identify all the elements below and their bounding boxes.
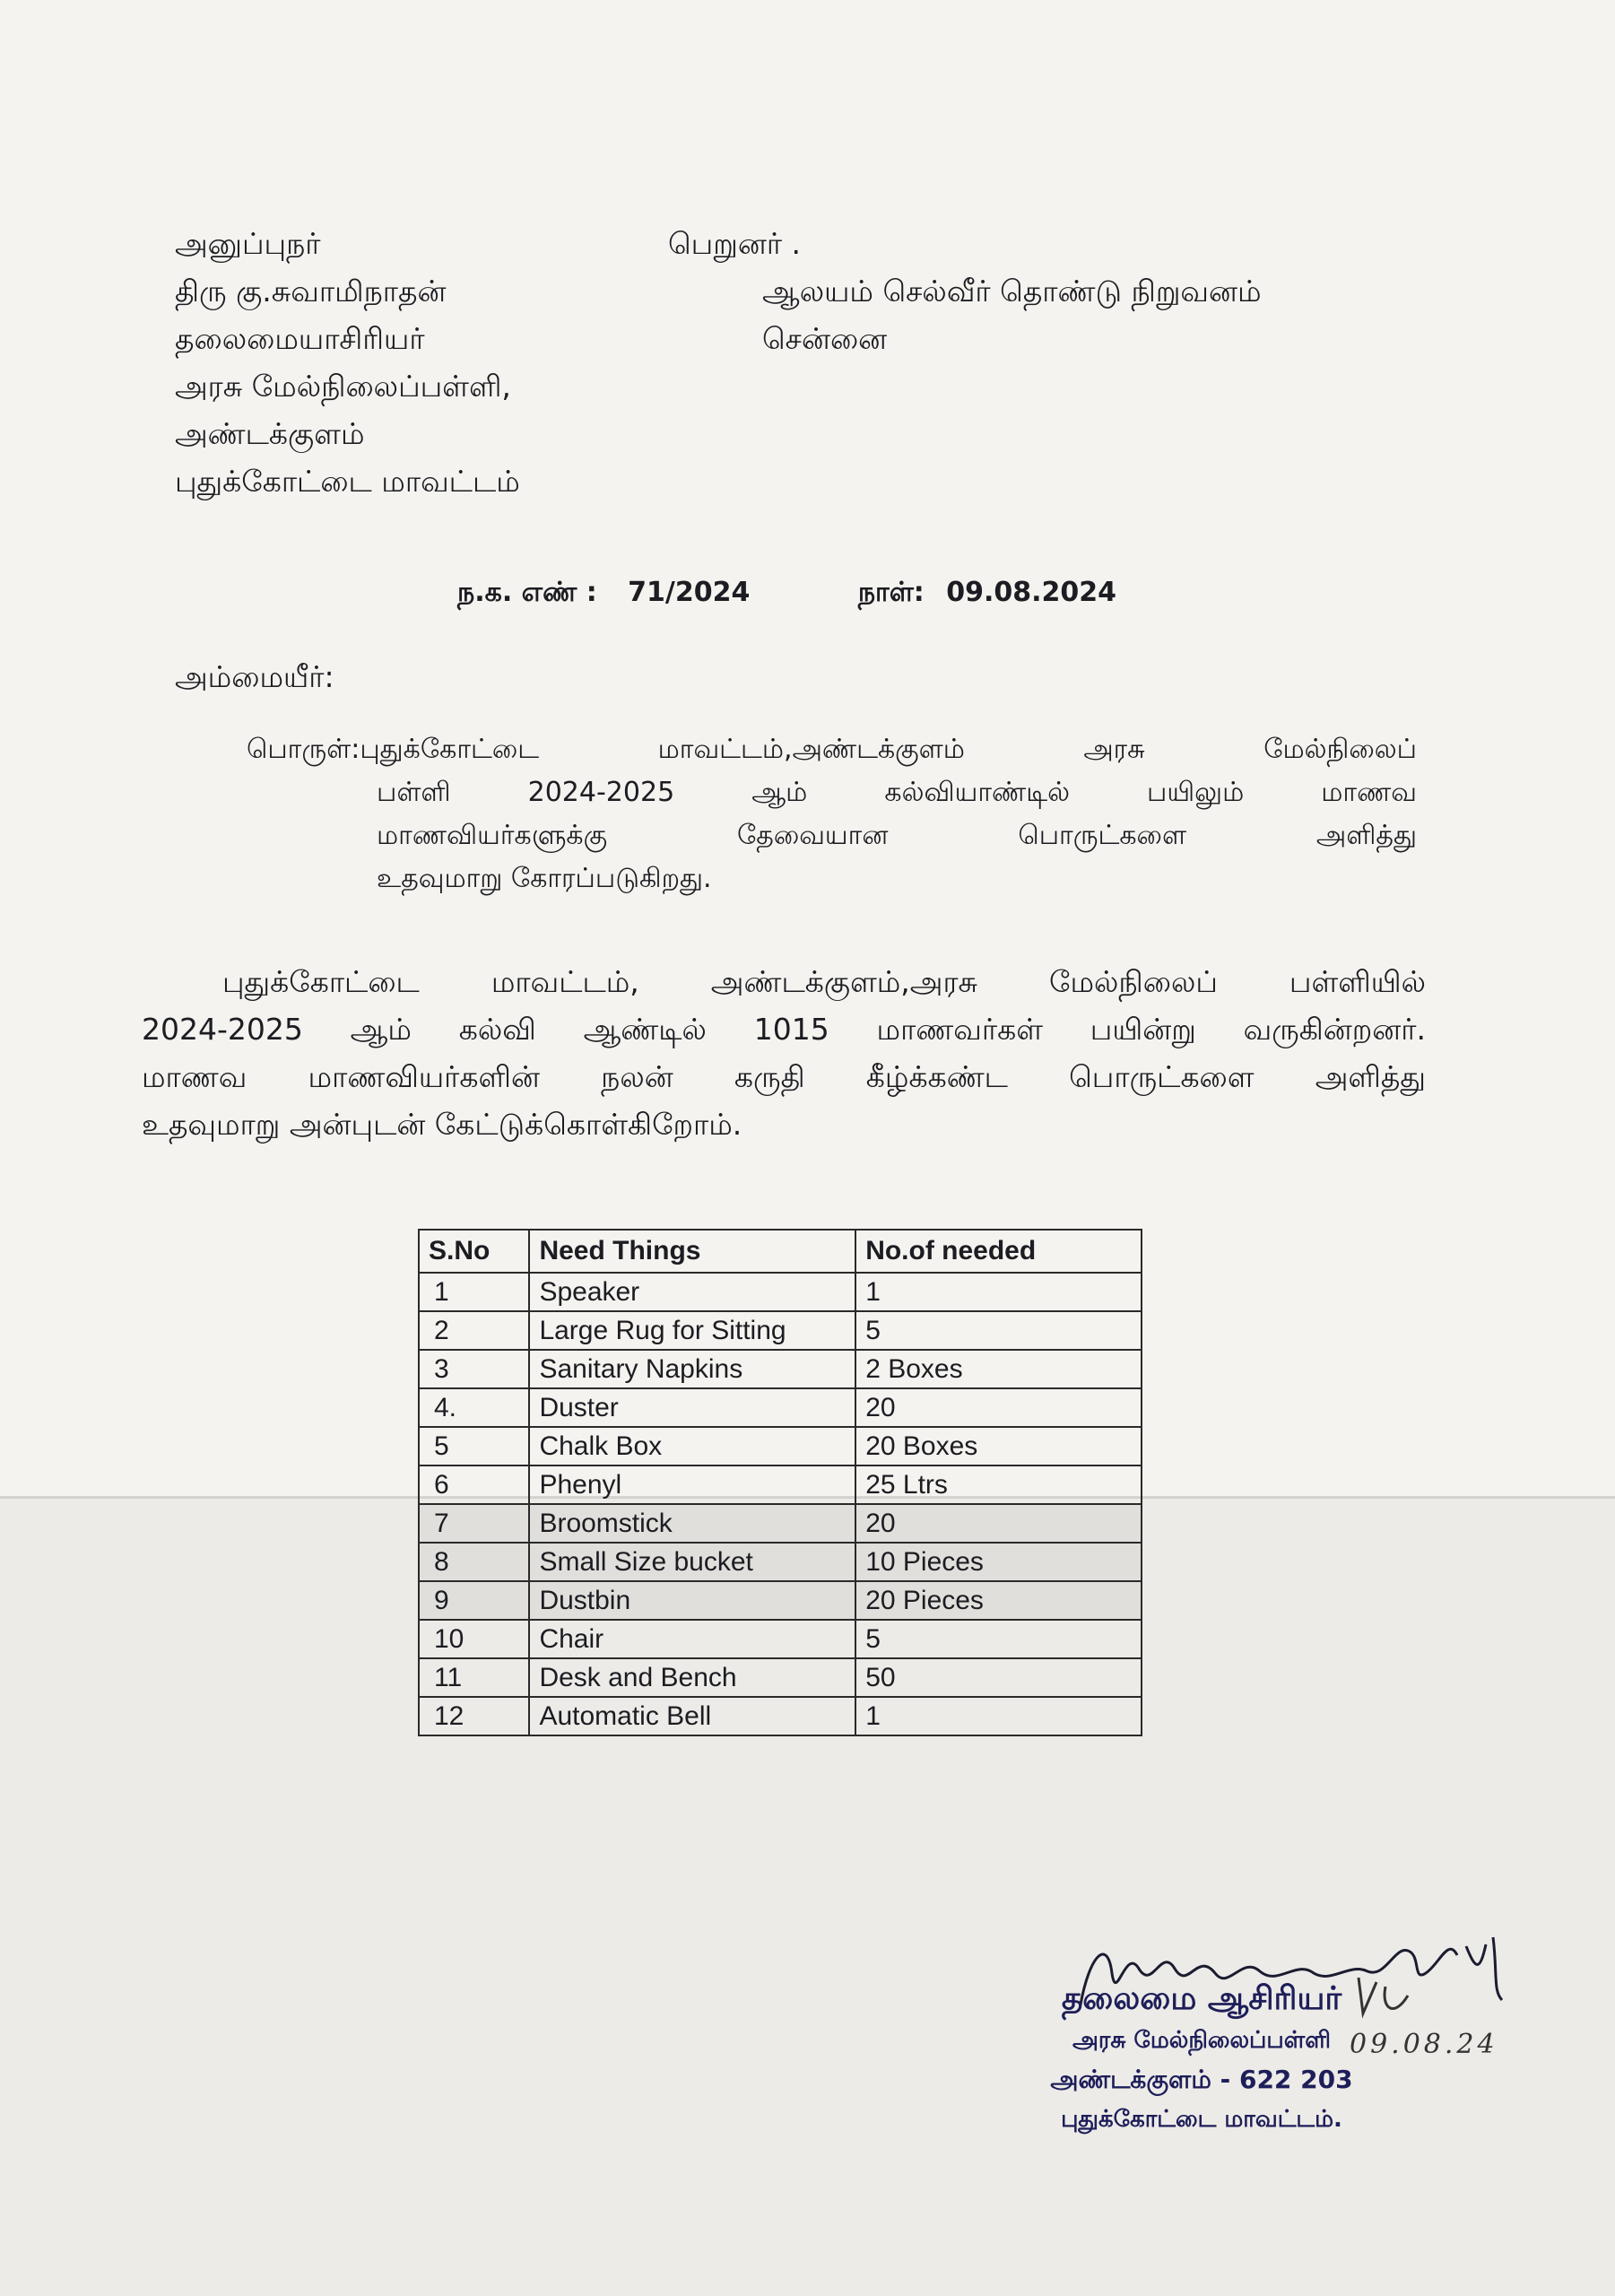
ref-number: 71/2024	[628, 577, 751, 608]
table-row	[419, 1311, 1142, 1350]
cell-need-thing: Chair	[529, 1620, 855, 1658]
cell-sno: 12	[419, 1697, 529, 1735]
table-row	[419, 1350, 1142, 1388]
cell-need-thing: Broomstick	[529, 1504, 855, 1543]
table-header-row	[419, 1230, 1142, 1273]
header-need-things: Need Things	[529, 1230, 855, 1273]
cell-sno: 4.	[419, 1388, 529, 1427]
handwritten-date: 09.08.24	[1350, 2029, 1498, 2060]
cell-no-needed: 5	[855, 1311, 1142, 1350]
cell-need-thing: Speaker	[529, 1273, 855, 1311]
table-row	[419, 1620, 1142, 1658]
cell-sno: 11	[419, 1658, 529, 1697]
date-label: நாள்:	[857, 577, 925, 608]
subject-line-4: உதவுமாறு கோரப்படுகிறது.	[377, 863, 712, 894]
cell-no-needed: 5	[855, 1620, 1142, 1658]
body-line-3: மாணவ மாணவியர்களின் நலன் கருதி கீழ்க்கண்ட பொருட்களை அளித்து	[142, 1059, 1426, 1094]
sender-label: அனுப்புநர்	[175, 226, 321, 261]
subject-line-2: பள்ளி 2024-2025 ஆம் கல்வியாண்டில் பயிலும் மாணவ	[377, 777, 1417, 808]
reference-line	[457, 577, 1116, 612]
header-sno: S.No	[419, 1230, 529, 1273]
table-row	[419, 1658, 1142, 1697]
stamp-district: புதுக்கோட்டை மாவட்டம்.	[1061, 2106, 1342, 2133]
cell-no-needed: 2 Boxes	[855, 1350, 1142, 1388]
cell-need-thing: Small Size bucket	[529, 1543, 855, 1581]
cell-no-needed: 20 Boxes	[855, 1427, 1142, 1465]
cell-sno: 8	[419, 1543, 529, 1581]
header-no-needed: No.of needed	[855, 1230, 1142, 1273]
cell-need-thing: Duster	[529, 1388, 855, 1427]
cell-need-thing: Sanitary Napkins	[529, 1350, 855, 1388]
cell-no-needed: 20 Pieces	[855, 1581, 1142, 1620]
sender-block	[175, 220, 520, 505]
sender-name: திரு கு.சுவாமிநாதன்	[175, 274, 447, 309]
cell-need-thing: Chalk Box	[529, 1427, 855, 1465]
subject-block	[247, 728, 1417, 900]
sender-designation: தலைமையாசிரியர்	[175, 321, 425, 356]
ref-label: ந.க. எண் :	[457, 577, 597, 608]
cell-no-needed: 20	[855, 1504, 1142, 1543]
cell-sno: 5	[419, 1427, 529, 1465]
cell-need-thing: Large Rug for Sitting	[529, 1311, 855, 1350]
date-value: 09.08.2024	[946, 577, 1117, 608]
body-paragraph	[142, 958, 1426, 1148]
receiver-label: பெறுனர் .	[668, 226, 802, 261]
cell-sno: 6	[419, 1465, 529, 1504]
salutation: அம்மையீர்:	[175, 659, 334, 694]
body-line-1: புதுக்கோட்டை மாவட்டம், அண்டக்குளம்,அரசு மேல்நிலைப் பள்ளியில்	[222, 964, 1426, 999]
table-row	[419, 1581, 1142, 1620]
table-row	[419, 1697, 1142, 1735]
official-stamp	[1013, 1978, 1390, 2139]
receiver-city: சென்னை	[762, 321, 888, 356]
cell-no-needed: 50	[855, 1658, 1142, 1697]
subject-line-3: மாணவியர்களுக்கு தேவையான பொருட்களை அளித்து	[377, 820, 1417, 851]
stamp-school: அரசு மேல்நிலைப்பள்ளி	[1072, 2027, 1331, 2054]
body-line-2: 2024-2025 ஆம் கல்வி ஆண்டில் 1015 மாணவர்கள் பயின்று வருகின்றனர்.	[142, 1012, 1426, 1047]
sender-school: அரசு மேல்நிலைப்பள்ளி,	[175, 369, 511, 404]
cell-no-needed: 25 Ltrs	[855, 1465, 1142, 1504]
body-line-4: உதவுமாறு அன்புடன் கேட்டுக்கொள்கிறோம்.	[142, 1107, 742, 1142]
cell-sno: 2	[419, 1311, 529, 1350]
needs-table	[418, 1229, 1142, 1736]
table-row	[419, 1465, 1142, 1504]
stamp-title: தலைமை ஆசிரியர்	[1061, 1980, 1342, 2017]
cell-need-thing: Desk and Bench	[529, 1658, 855, 1697]
receiver-org: ஆலயம் செல்வீர் தொண்டு நிறுவனம்	[762, 274, 1262, 309]
cell-no-needed: 1	[855, 1273, 1142, 1311]
cell-sno: 9	[419, 1581, 529, 1620]
cell-sno: 10	[419, 1620, 529, 1658]
cell-sno: 1	[419, 1273, 529, 1311]
cell-no-needed: 20	[855, 1388, 1142, 1427]
sender-place: அண்டக்குளம்	[175, 416, 365, 451]
stamp-place: அண்டக்குளம் - 622 203	[1050, 2065, 1353, 2094]
table-row	[419, 1543, 1142, 1581]
sender-district: புதுக்கோட்டை மாவட்டம்	[175, 464, 520, 499]
table-row	[419, 1273, 1142, 1311]
cell-no-needed: 1	[855, 1697, 1142, 1735]
cell-need-thing: Dustbin	[529, 1581, 855, 1620]
table-row	[419, 1504, 1142, 1543]
cell-need-thing: Phenyl	[529, 1465, 855, 1504]
receiver-block	[668, 220, 1262, 362]
cell-no-needed: 10 Pieces	[855, 1543, 1142, 1581]
subject-line-1: பொருள்:புதுக்கோட்டை மாவட்டம்,அண்டக்குளம் அரசு மேல்நிலைப்	[247, 734, 1417, 765]
cell-sno: 7	[419, 1504, 529, 1543]
cell-need-thing: Automatic Bell	[529, 1697, 855, 1735]
cell-sno: 3	[419, 1350, 529, 1388]
table-row	[419, 1388, 1142, 1427]
table-row	[419, 1427, 1142, 1465]
